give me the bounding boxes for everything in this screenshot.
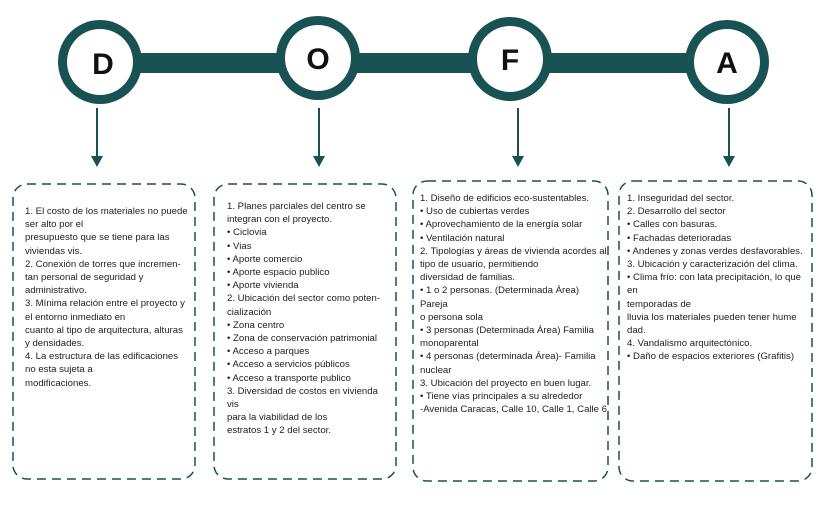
connector-bar: [100, 53, 730, 73]
box-a-text: 1. Inseguridad del sector. 2. Desarrollo del sector • Calles con basuras. • Fachadas deterioradas • Andenes y zonas verdes desfavorables. 3. Ubicación y caracterización del clima. • Clima frío: con lata precipitación, lo que en temporadas de lluvia los materiales pueden tener hume dad. 4. Vandalismo arquitectónico. • Daño de espacios exteriores (Grafitis): [627, 193, 803, 363]
arrow-a: [723, 108, 735, 167]
arrow-o: [313, 108, 325, 167]
node-f-letter: F: [500, 44, 520, 77]
node-d: [58, 20, 142, 104]
arrow-f: [512, 108, 524, 167]
node-a: [685, 20, 769, 104]
node-o: [276, 16, 360, 100]
box-f-text: 1. Diseño de edificios eco-sustentables. • Uso de cubiertas verdes • Aprovechamiento de la energía solar • Ventilación natural 2. Tipologías y áreas de vivienda acordes al tipo de usuario, permitiendo diversidad de familias. • 1 o 2 personas. (Determinada Área) Pareja o persona sola • 3 personas (Determinada Área) Familia monoparental • 4 personas (determinada Área)- Familia nuclear 3. Ubicación del proyecto en buen lugar. • Tiene vías principales a su alrededor -Avenida Caracas, Calle 10, Calle 1, Calle 6: [420, 193, 607, 416]
box-d-text: 1. El costo de los materiales no puede ser alto por el presupuesto que se tiene para las viviendas vis. 2. Conexión de torres que incremen- tan personal de seguridad y administrativo. 3. Mínima relación entre el proyecto y el entorno inmediato en cuanto al tipo de arquitectura, alturas y densidades. 4. La estructura de las edificaciones no esta sujeta a modificaciones.: [25, 206, 188, 389]
node-d-letter: D: [92, 48, 114, 81]
node-f: [468, 17, 552, 101]
node-o-letter: O: [306, 43, 330, 76]
node-a-letter: A: [716, 47, 738, 80]
box-o-text: 1. Planes parciales del centro se integran con el proyecto. • Ciclovia • Vias • Aporte comercio • Aporte espacio publico • Aporte vivienda 2. Ubicación del sector como poten- cialización • Zona centro • Zona de conservación patrimonial • Acceso a parques • Acceso a servicios públicos • Acceso a transporte publico 3. Diversidad de costos en vivienda vis para la viabilidad de los estratos 1 y 2 del sector.: [227, 201, 381, 437]
arrow-d: [91, 108, 103, 167]
